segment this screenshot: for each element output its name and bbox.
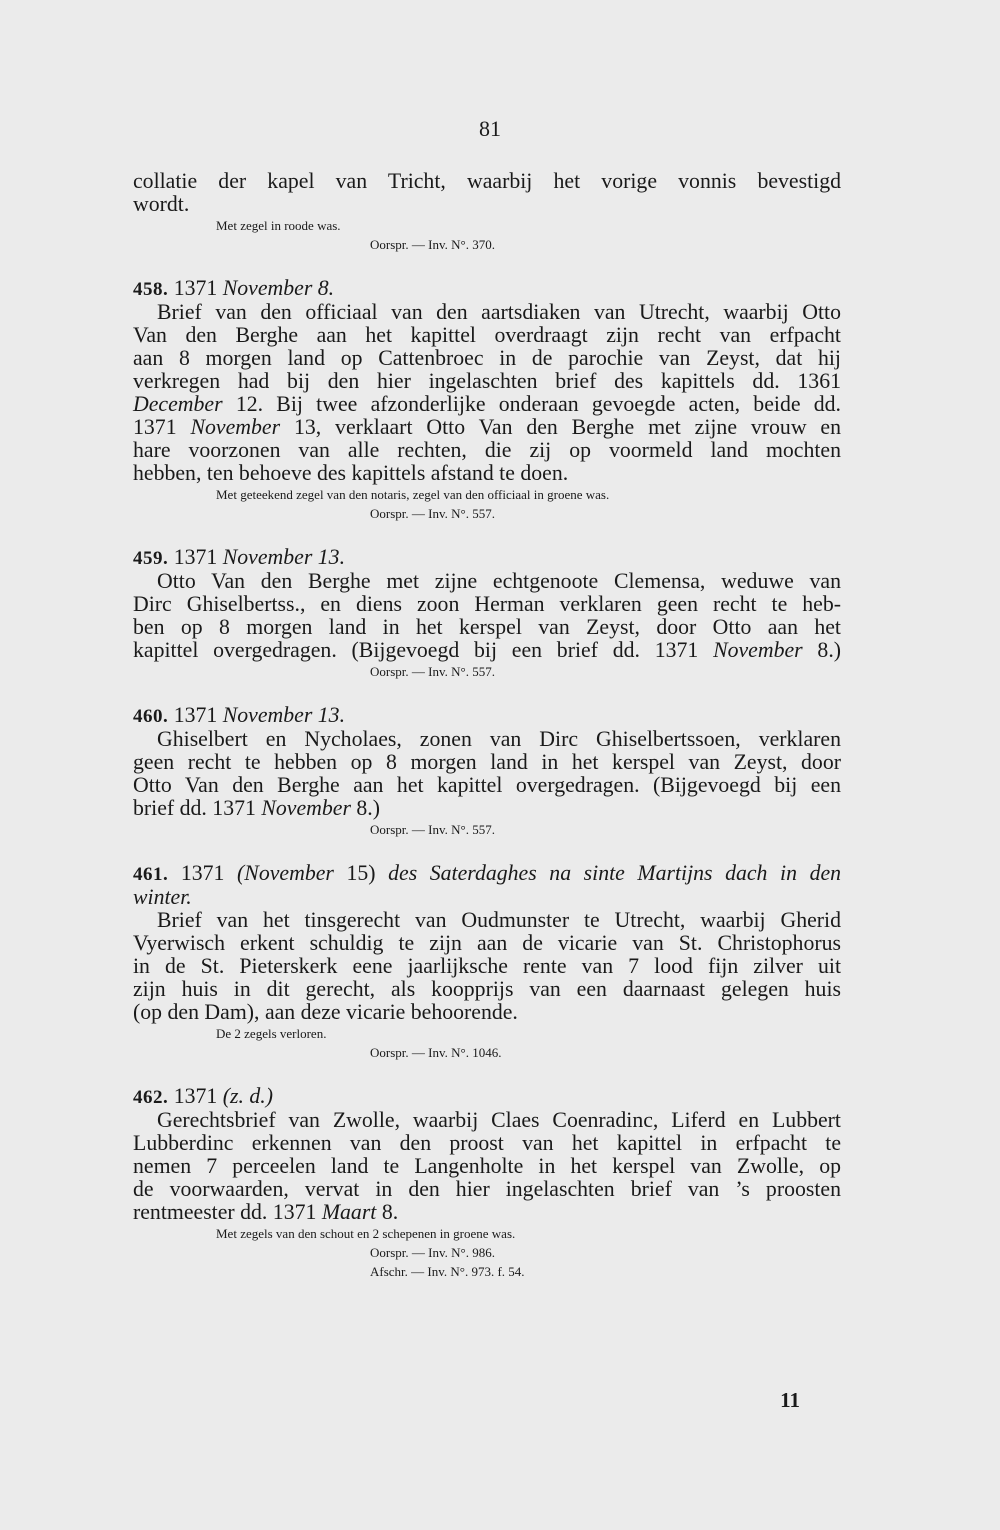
archive-reference: Oorspr. — Inv. N°. 1046. [370,1045,502,1060]
text-span: kapittel overgedragen. (Bijgevoegd bij een brief dd. 1371 [133,638,699,662]
entry-date-phrase: des Saterdaghes na sinte Martijns dach in den [388,861,842,885]
text-line: de voorwaarden, vervat in den hier ingelaschten brief van ’s proosten [133,1177,841,1201]
archive-reference: Afschr. — Inv. N°. 973. f. 54. [370,1264,525,1279]
text-line: (op den Dam), aan deze vicarie behoorende. [133,1000,518,1024]
entry-number: 459. [133,548,169,569]
text-line: Ghiselbert en Nycholaes, zonen van Dirc Ghiselbertssoen, verklaren [157,727,841,751]
entry-year: 1371 [173,703,218,727]
entry-year: 1371 [180,861,225,885]
date-italic: December [133,392,223,416]
entry-date: November 13. [222,545,346,569]
text-line: Otto Van den Berghe aan het kapittel overgedragen. (Bijgevoegd bij een [133,773,841,797]
entry-460 [133,704,841,839]
entry-number: 458. [133,279,169,300]
text-line: zijn huis in dit gerecht, als koopprijs van een daarnaast gelegen huis [133,977,841,1001]
entry-date: (November [237,861,334,885]
text-span: brief dd. 1371 [133,796,256,820]
date-italic: November [713,638,803,662]
text-line: verkregen had bij den hier ingelaschten brief des kapittels dd. 1361 [133,369,841,393]
entry-date: (z. d.) [222,1084,273,1108]
text-span: 8.) [817,638,842,662]
seal-note: Met geteekend zegel van den notaris, zegel van den officiaal in groene was. [216,487,610,502]
entry-462 [133,1085,841,1281]
date-italic: November [261,796,351,820]
intro-continuation [133,170,841,254]
text-line: hebben, ten behoeve des kapittels afstand te doen. [133,461,569,485]
entry-number: 462. [133,1087,169,1108]
seal-note: De 2 zegels verloren. [216,1026,327,1041]
entry-date-day: 15) [346,861,376,885]
text-span: 1371 [133,415,177,439]
text-line: geen recht te hebben op 8 morgen land in het kerspel van Zeyst, door [133,750,841,774]
text-span: 8.) [356,796,380,820]
text-line: nemen 7 perceelen land te Langenholte in het kerspel van Zwolle, op [133,1154,841,1178]
archive-reference: Oorspr. — Inv. N°. 557. [370,506,495,521]
text-span: 12. Bij twee afzonderlijke onderaan gevoegde acten, beide dd. [235,392,841,416]
text-line [133,416,841,439]
page-number: 81 [479,116,501,141]
text-line [133,393,841,416]
archive-reference: Oorspr. — Inv. N°. 557. [370,664,495,679]
text-span: 13, verklaart Otto Van den Berghe met zijne vrouw en [293,415,842,439]
archive-reference: Oorspr. — Inv. N°. 370. [370,237,495,252]
text-line: in de St. Pieterskerk eene jaarlijksche rente van 7 lood fijn zilver uit [133,954,841,978]
entry-year: 1371 [173,545,218,569]
text-line: ben op 8 morgen land in het kerspel van Zeyst, door Otto aan het [133,615,841,639]
text-line [133,639,841,662]
text-line: Gerechtsbrief van Zwolle, waarbij Claes Coenradinc, Liferd en Lubbert [157,1108,841,1132]
entry-date: November 13. [222,703,346,727]
text-line: Dirc Ghiselbertss., en diens zoon Herman verklaren geen recht te heb- [133,592,841,616]
page-body [133,170,841,1281]
text-line: Brief van den officiaal van den aartsdiaken van Utrecht, waarbij Otto [157,300,841,324]
text-line: Vyerwisch erkent schuldig te zijn aan de vicarie van St. Christophorus [133,931,841,955]
text-line: Lubberdinc erkennen van den proost van het kapittel in erfpacht te [133,1131,841,1155]
entry-461 [133,862,841,1062]
text-line [133,797,841,820]
seal-note: Met zegel in roode was. [216,218,341,233]
archive-reference: Oorspr. — Inv. N°. 986. [370,1245,495,1260]
text-line: aan 8 morgen land op Cattenbroec in de parochie van Zeyst, dat hij [133,346,841,370]
entry-number: 460. [133,706,169,727]
seal-note: Met zegels van den schout en 2 schepenen in groene was. [216,1226,516,1241]
text-line: collatie der kapel van Tricht, waarbij het vorige vonnis bevestigd [133,169,841,193]
text-line: hare voorzonen van alle rechten, die zij op voormeld land mochten [133,438,841,462]
archive-reference: Oorspr. — Inv. N°. 557. [370,822,495,837]
entry-number: 461. [133,864,169,885]
text-line [133,1201,841,1224]
date-italic: Maart [321,1200,377,1224]
text-line: Otto Van den Berghe met zijne echtgenoote Clemensa, weduwe van [157,569,841,593]
text-line: wordt. [133,192,190,216]
text-line: Brief van het tinsgerecht van Oudmunster te Utrecht, waarbij Gherid [157,908,841,932]
text-span: rentmeester dd. 1371 [133,1200,317,1224]
entry-year: 1371 [173,1084,218,1108]
text-span: 8. [381,1200,399,1224]
entry-459 [133,546,841,681]
entry-year: 1371 [173,276,218,300]
entry-458 [133,277,841,523]
entry-date: November 8. [222,276,335,300]
entry-date-phrase: winter. [133,885,192,909]
signature-mark: 11 [780,1388,800,1412]
text-line: Van den Berghe aan het kapittel overdraagt zijn recht van erfpacht [133,323,841,347]
date-italic: November [190,415,281,439]
